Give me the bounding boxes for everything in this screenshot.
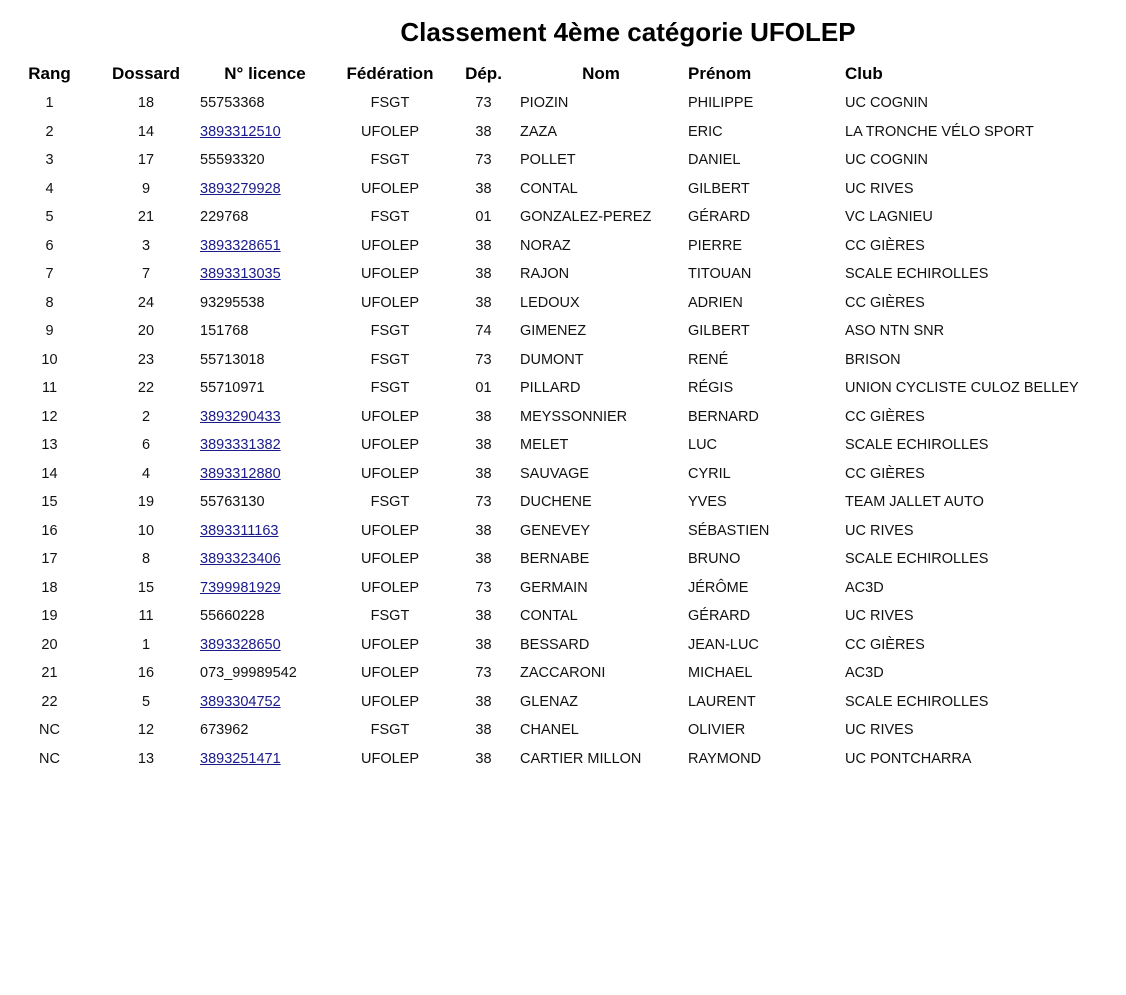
cell-dossard: 21 — [137, 209, 155, 226]
cell-dossard: 22 — [137, 380, 155, 397]
cell-dep: 38 — [475, 522, 492, 539]
cell-licence[interactable] — [200, 431, 330, 460]
cell-nom: PILLARD — [520, 380, 581, 397]
cell-rang: 12 — [41, 408, 58, 425]
licence-link[interactable]: 3893328651 — [200, 237, 281, 254]
table-row — [7, 431, 1119, 460]
cell-licence[interactable] — [200, 517, 330, 546]
cell-prenom: DANIEL — [688, 152, 741, 169]
cell-federation: UFOLEP — [360, 693, 419, 710]
table-row — [7, 118, 1119, 147]
cell-federation: UFOLEP — [360, 665, 419, 682]
cell-club: CC GIÈRES — [845, 237, 925, 254]
cell-dossard: 24 — [137, 294, 155, 311]
cell-dep: 38 — [475, 266, 492, 283]
table-row — [7, 574, 1119, 603]
cell-nom: MEYSSONNIER — [520, 408, 628, 425]
cell-dossard: 11 — [138, 608, 154, 625]
cell-federation: UFOLEP — [360, 237, 419, 254]
cell-prenom: OLIVIER — [688, 722, 746, 739]
cell-prenom: GILBERT — [688, 180, 750, 197]
cell-rang: 18 — [41, 579, 58, 596]
cell-licence: 55713018 — [200, 351, 265, 368]
cell-nom: CONTAL — [520, 180, 578, 197]
cell-club: UC RIVES — [845, 522, 914, 539]
cell-nom: PIOZIN — [520, 95, 569, 112]
cell-prenom: LAURENT — [688, 693, 756, 710]
cell-rang: 1 — [45, 95, 54, 112]
table-row — [7, 659, 1119, 688]
cell-club: SCALE ECHIROLLES — [845, 266, 989, 283]
cell-prenom: ADRIEN — [688, 294, 743, 311]
page-title: Classement 4ème catégorie UFOLEP — [400, 17, 856, 47]
cell-prenom: TITOUAN — [688, 266, 752, 283]
cell-dossard: 16 — [137, 665, 155, 682]
cell-club: CC GIÈRES — [845, 465, 925, 482]
cell-nom: MELET — [520, 437, 569, 454]
cell-rang: 9 — [45, 323, 54, 340]
cell-dossard: 1 — [141, 636, 151, 653]
licence-link[interactable]: 3893323406 — [200, 551, 281, 568]
cell-club: AC3D — [845, 665, 884, 682]
cell-club: UC PONTCHARRA — [845, 750, 972, 767]
cell-nom: GIMENEZ — [520, 323, 587, 340]
cell-dep: 38 — [475, 722, 492, 739]
table-row — [7, 203, 1119, 232]
cell-prenom: RAYMOND — [688, 750, 762, 767]
table-row — [7, 545, 1119, 574]
cell-federation: FSGT — [370, 494, 410, 511]
licence-link[interactable]: 3893251471 — [200, 750, 281, 767]
cell-licence: 55660228 — [200, 608, 265, 625]
cell-rang: 13 — [41, 437, 58, 454]
cell-rang: 15 — [41, 494, 58, 511]
cell-dep: 38 — [475, 123, 492, 140]
cell-federation: UFOLEP — [360, 750, 419, 767]
cell-federation: UFOLEP — [360, 294, 419, 311]
cell-dossard: 17 — [137, 152, 155, 169]
cell-club: AC3D — [845, 579, 884, 596]
cell-prenom: GILBERT — [688, 323, 750, 340]
cell-rang: 3 — [45, 152, 54, 169]
cell-rang: 21 — [41, 665, 58, 682]
cell-dossard: 14 — [137, 123, 155, 140]
cell-club: CC GIÈRES — [845, 636, 925, 653]
cell-federation: UFOLEP — [360, 522, 419, 539]
cell-licence[interactable] — [200, 745, 330, 774]
cell-dep: 73 — [475, 95, 492, 112]
cell-prenom: GÉRARD — [688, 608, 751, 625]
cell-dep: 73 — [475, 152, 492, 169]
cell-dep: 38 — [475, 437, 492, 454]
cell-prenom: CYRIL — [688, 465, 731, 482]
cell-dep: 38 — [475, 551, 492, 568]
cell-dep: 73 — [475, 351, 492, 368]
cell-federation: UFOLEP — [360, 123, 419, 140]
cell-federation: UFOLEP — [360, 465, 419, 482]
cell-rang: 17 — [41, 551, 58, 568]
cell-rang: 7 — [45, 266, 54, 283]
licence-link[interactable]: 3893331382 — [200, 437, 281, 454]
cell-club: VC LAGNIEU — [845, 209, 933, 226]
cell-dep: 74 — [475, 323, 492, 340]
table-row — [7, 260, 1119, 289]
cell-club: CC GIÈRES — [845, 408, 925, 425]
col-header-club: Club — [845, 64, 883, 83]
cell-nom: LEDOUX — [520, 294, 580, 311]
cell-club: UC RIVES — [845, 722, 914, 739]
cell-licence: 673962 — [200, 722, 249, 739]
cell-licence[interactable] — [200, 545, 330, 574]
cell-rang: 8 — [45, 294, 54, 311]
table-row — [7, 317, 1119, 346]
col-header-rang: Rang — [28, 64, 71, 83]
table-row — [7, 403, 1119, 432]
col-header-dep: Dép. — [465, 64, 502, 83]
cell-licence[interactable] — [200, 260, 330, 289]
cell-licence[interactable] — [200, 403, 330, 432]
header-row — [7, 59, 1119, 89]
cell-prenom: YVES — [688, 494, 727, 511]
col-header-nom: Nom — [582, 64, 620, 83]
cell-nom: ZACCARONI — [520, 665, 606, 682]
cell-federation: FSGT — [370, 722, 410, 739]
cell-rang: 20 — [41, 636, 58, 653]
table-row — [7, 346, 1119, 375]
cell-nom: CARTIER MILLON — [520, 750, 642, 767]
cell-federation: UFOLEP — [360, 437, 419, 454]
cell-nom: RAJON — [520, 266, 570, 283]
col-header-dossard: Dossard — [111, 64, 181, 83]
cell-licence: 073_99989542 — [200, 665, 297, 682]
cell-nom: NORAZ — [520, 237, 571, 254]
cell-club: SCALE ECHIROLLES — [845, 437, 989, 454]
cell-club: SCALE ECHIROLLES — [845, 551, 989, 568]
results-body — [7, 89, 1119, 773]
cell-dossard: 23 — [137, 351, 155, 368]
cell-dep: 38 — [475, 465, 492, 482]
cell-dep: 01 — [475, 380, 492, 397]
cell-prenom: RÉGIS — [688, 380, 734, 397]
licence-link[interactable]: 3893312510 — [200, 123, 281, 140]
table-row — [7, 146, 1119, 175]
cell-club: LA TRONCHE VÉLO SPORT — [845, 123, 1034, 140]
cell-dep: 38 — [475, 180, 492, 197]
cell-licence[interactable] — [200, 118, 330, 147]
cell-prenom: PIERRE — [688, 237, 742, 254]
cell-prenom: ERIC — [688, 123, 723, 140]
cell-federation: FSGT — [370, 608, 410, 625]
cell-rang: NC — [39, 722, 60, 739]
cell-nom: CHANEL — [520, 722, 579, 739]
cell-dossard: 12 — [137, 722, 155, 739]
table-row — [7, 488, 1119, 517]
col-header-prenom: Prénom — [688, 64, 752, 83]
cell-licence: 229768 — [200, 209, 249, 226]
cell-dossard: 5 — [141, 693, 151, 710]
cell-club: ASO NTN SNR — [845, 323, 945, 340]
cell-prenom: LUC — [688, 437, 718, 454]
cell-rang: 5 — [45, 209, 54, 226]
cell-federation: FSGT — [370, 380, 410, 397]
cell-licence[interactable] — [200, 688, 330, 717]
cell-dossard: 2 — [141, 408, 151, 425]
cell-federation: UFOLEP — [360, 266, 419, 283]
cell-nom: GONZALEZ-PEREZ — [520, 209, 652, 226]
cell-nom: DUMONT — [520, 351, 584, 368]
cell-nom: SAUVAGE — [520, 465, 590, 482]
cell-dep: 38 — [475, 750, 492, 767]
cell-prenom: RENÉ — [688, 351, 729, 368]
cell-prenom: JEAN-LUC — [688, 636, 759, 653]
cell-rang: 22 — [41, 693, 58, 710]
cell-rang: 19 — [41, 608, 58, 625]
cell-dep: 01 — [475, 209, 492, 226]
table-row — [7, 745, 1119, 774]
cell-club: UC COGNIN — [845, 95, 928, 112]
cell-dep: 73 — [475, 579, 492, 596]
table-row — [7, 688, 1119, 717]
cell-federation: UFOLEP — [360, 408, 419, 425]
cell-nom: ZAZA — [520, 123, 558, 140]
cell-nom: POLLET — [520, 152, 576, 169]
licence-link[interactable]: 3893312880 — [200, 465, 281, 482]
cell-rang: 6 — [45, 237, 54, 254]
licence-link[interactable]: 3893290433 — [200, 408, 281, 425]
cell-dossard: 6 — [141, 437, 151, 454]
cell-federation: UFOLEP — [360, 636, 419, 653]
cell-club: CC GIÈRES — [845, 294, 925, 311]
cell-nom: GLENAZ — [520, 693, 579, 710]
cell-federation: FSGT — [370, 95, 410, 112]
cell-dep: 73 — [475, 665, 492, 682]
cell-dep: 73 — [475, 494, 492, 511]
cell-licence: 55753368 — [200, 95, 265, 112]
cell-prenom: PHILIPPE — [688, 95, 754, 112]
cell-licence: 93295538 — [200, 294, 265, 311]
cell-rang: 16 — [41, 522, 58, 539]
cell-club: UC RIVES — [845, 180, 914, 197]
cell-nom: BESSARD — [520, 636, 590, 653]
cell-dossard: 15 — [137, 579, 155, 596]
cell-federation: UFOLEP — [360, 180, 419, 197]
table-row — [7, 374, 1119, 403]
cell-club: UC COGNIN — [845, 152, 928, 169]
cell-federation: FSGT — [370, 209, 410, 226]
cell-dep: 38 — [475, 693, 492, 710]
table-row — [7, 460, 1119, 489]
table-row — [7, 232, 1119, 261]
cell-dossard: 7 — [141, 266, 151, 283]
cell-dossard: 13 — [137, 750, 155, 767]
licence-link[interactable]: 3893304752 — [200, 693, 281, 710]
cell-nom: GENEVEY — [520, 522, 591, 539]
licence-link[interactable]: 3893279928 — [200, 180, 281, 197]
cell-rang: NC — [39, 750, 60, 767]
cell-nom: DUCHENE — [520, 494, 592, 511]
table-row — [7, 602, 1119, 631]
cell-dossard: 19 — [137, 494, 155, 511]
table-row — [7, 289, 1119, 318]
cell-rang: 14 — [41, 465, 58, 482]
licence-link[interactable]: 3893311163 — [200, 522, 279, 539]
cell-federation: FSGT — [370, 152, 410, 169]
cell-federation: UFOLEP — [360, 579, 419, 596]
cell-federation: UFOLEP — [360, 551, 419, 568]
col-header-federation: Fédération — [346, 64, 434, 83]
cell-prenom: SÉBASTIEN — [688, 522, 770, 539]
cell-dossard: 20 — [137, 323, 155, 340]
cell-dossard: 10 — [137, 522, 155, 539]
cell-dep: 38 — [475, 636, 492, 653]
cell-dep: 38 — [475, 294, 492, 311]
cell-licence[interactable] — [200, 175, 330, 204]
cell-licence: 151768 — [200, 323, 249, 340]
cell-federation: FSGT — [370, 323, 410, 340]
table-row — [7, 175, 1119, 204]
cell-rang: 2 — [45, 123, 54, 140]
cell-rang: 10 — [41, 351, 58, 368]
cell-licence: 55710971 — [200, 380, 265, 397]
cell-federation: FSGT — [370, 351, 410, 368]
cell-dossard: 4 — [141, 465, 151, 482]
table-row — [7, 517, 1119, 546]
cell-dossard: 8 — [141, 551, 151, 568]
cell-prenom: MICHAEL — [688, 665, 753, 682]
cell-prenom: GÉRARD — [688, 209, 751, 226]
licence-link[interactable]: 3893313035 — [200, 266, 281, 283]
cell-licence[interactable] — [200, 460, 330, 489]
cell-rang: 4 — [45, 180, 54, 197]
cell-dossard: 3 — [141, 237, 151, 254]
table-row — [7, 716, 1119, 745]
col-header-licence: N° licence — [224, 64, 306, 83]
cell-dossard: 9 — [141, 180, 151, 197]
cell-club: TEAM JALLET AUTO — [845, 494, 984, 511]
cell-licence: 55593320 — [200, 152, 265, 169]
cell-prenom: JÉRÔME — [688, 579, 749, 596]
cell-licence: 55763130 — [200, 494, 265, 511]
cell-rang: 11 — [41, 380, 58, 397]
cell-prenom: BRUNO — [688, 551, 741, 568]
cell-licence[interactable] — [200, 631, 330, 660]
cell-dep: 38 — [475, 608, 492, 625]
cell-club: BRISON — [845, 351, 901, 368]
cell-club: UNION CYCLISTE CULOZ BELLEY — [845, 380, 1079, 397]
cell-dossard: 18 — [137, 95, 155, 112]
cell-licence[interactable] — [200, 232, 330, 261]
cell-prenom: BERNARD — [688, 408, 759, 425]
table-row — [7, 631, 1119, 660]
cell-club: UC RIVES — [845, 608, 914, 625]
cell-dep: 38 — [475, 237, 492, 254]
cell-nom: BERNABE — [520, 551, 590, 568]
results-table — [7, 59, 1119, 773]
cell-club: SCALE ECHIROLLES — [845, 693, 989, 710]
licence-link[interactable]: 3893328650 — [200, 636, 281, 653]
table-row — [7, 89, 1119, 118]
cell-dep: 38 — [475, 408, 492, 425]
cell-licence[interactable] — [200, 574, 330, 603]
cell-nom: CONTAL — [520, 608, 578, 625]
licence-link[interactable]: 7399981929 — [200, 579, 281, 596]
cell-nom: GERMAIN — [520, 579, 588, 596]
